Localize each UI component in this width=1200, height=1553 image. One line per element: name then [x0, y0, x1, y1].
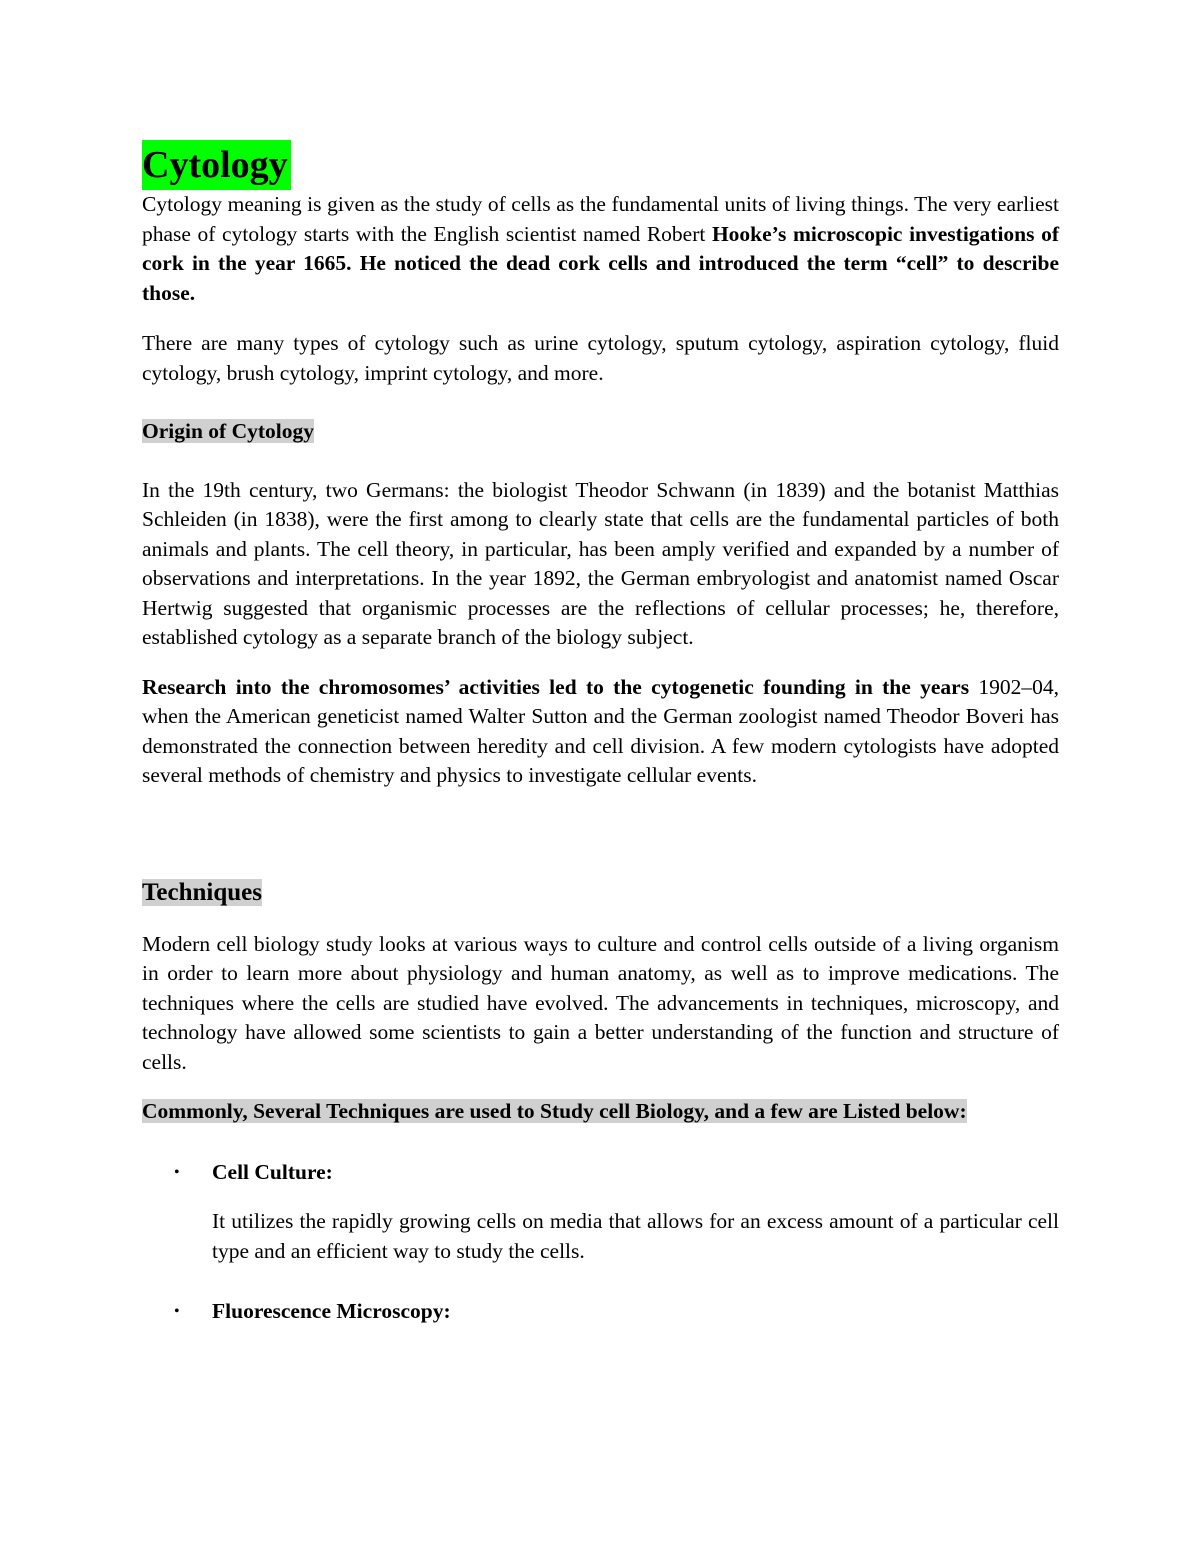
page-title [142, 140, 1059, 190]
origin-paragraph-1: In the 19th century, two Germans: the biologist Theodor Schwann (in 1839) and the botanist Matthias Schleiden (in 1838), were the first among to clearly state that cells are the fundamental particles of both animals and plants. The cell theory, in particular, has been amply verified and expanded by a number of observations and interpretations. In the year 1892, the German embryologist and anatomist named Oscar Hertwig suggested that organismic processes are the reflections of cellular processes; he, therefore, established cytology as a separate branch of the biology subject. [142, 477, 1059, 649]
intro-bold-text: Hooke’s microscopic investigations of cork in the year 1665. He noticed the dead cork cells and introduced the term “cell” to describe those. [142, 221, 1060, 305]
list-item-cell-culture [142, 1158, 1059, 1267]
techniques-list-heading-text: Commonly, Several Techniques are used to Study cell Biology, and a few are Listed below: [142, 1099, 967, 1123]
list-item-title: Cell Culture: [212, 1159, 333, 1184]
origin-heading [142, 417, 1059, 447]
intro-paragraph [142, 190, 1059, 308]
document-page [142, 140, 1059, 1327]
bullet-icon: • [174, 1163, 180, 1181]
intro-plain-text: Cytology meaning is given as the study of cells as the fundamental units of living things. The very earliest phase of cytology starts with the English scientist named Robert [142, 192, 1059, 246]
origin-paragraph-2 [142, 673, 1059, 791]
bullet-icon: • [174, 1303, 180, 1320]
techniques-list [142, 1158, 1059, 1327]
techniques-paragraph: Modern cell biology study looks at various ways to culture and control cells outside of a living organism in order to learn more about physiology and human anatomy, as well as to improve medications. The techniques where the cells are studied have evolved. The advancements in techniques, microscopy, and technology have allowed some scientists to gain a better understanding of the function and structure of cells. [142, 931, 1059, 1074]
title-text: Cytology [142, 140, 291, 190]
list-item-title: Fluorescence Microscopy: [212, 1299, 451, 1323]
list-item-fluorescence-microscopy [142, 1297, 1059, 1327]
origin-paragraph-2-plain: 1902–04, when the American geneticist named Walter Sutton and the German zoologist named Theodor Boveri has demonstrated the connection between heredity and cell division. A few modern cytologists have adopted several methods of chemistry and physics to investigate cellular events. [142, 674, 1060, 787]
techniques-list-heading [142, 1097, 1059, 1127]
techniques-heading [142, 877, 1059, 909]
list-item-description: It utilizes the rapidly growing cells on media that allows for an excess amount of a particular cell type and an efficient way to study the cells. [212, 1209, 1059, 1263]
origin-paragraph-2-bold: Research into the chromosomes’ activities led to the cytogenetic founding in the years [142, 674, 970, 699]
origin-heading-text: Origin of Cytology [142, 419, 314, 443]
types-paragraph: There are many types of cytology such as urine cytology, sputum cytology, aspiration cytology, fluid cytology, brush cytology, imprint cytology, and more. [142, 331, 1059, 385]
techniques-heading-text: Techniques [142, 878, 262, 906]
